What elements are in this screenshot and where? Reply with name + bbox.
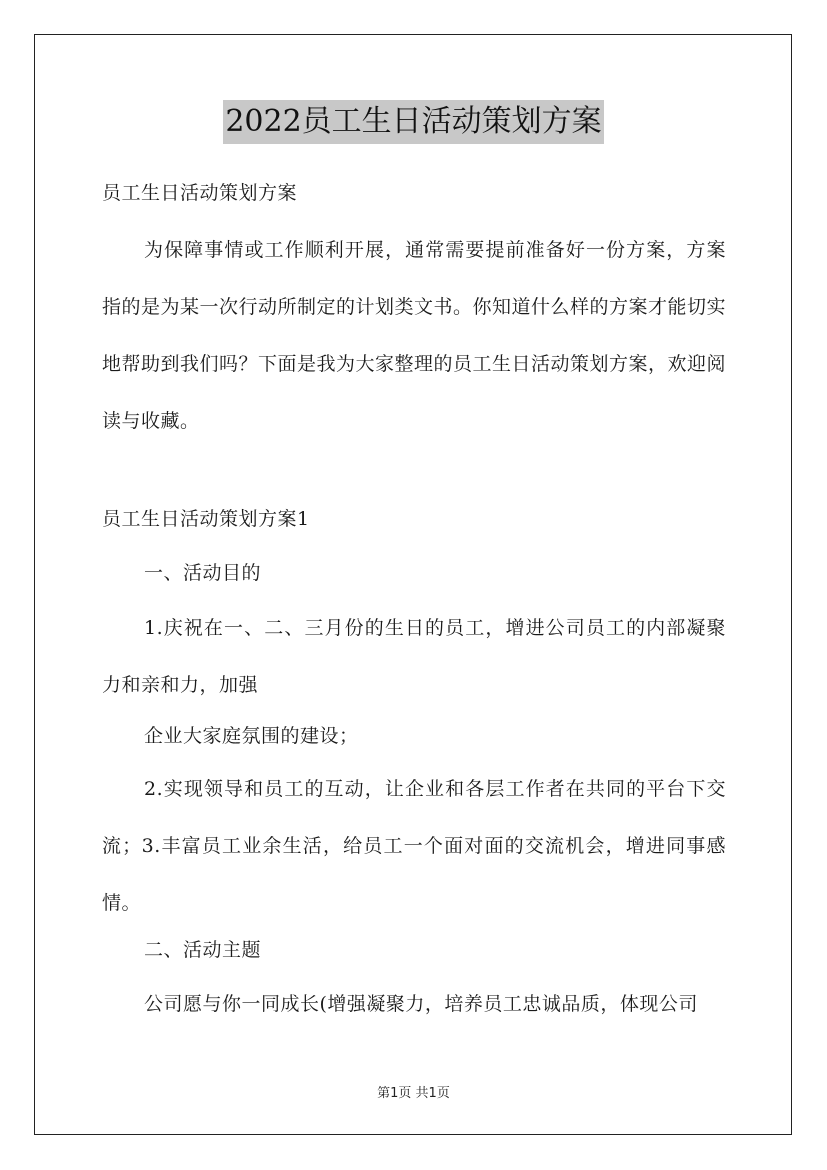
part-heading-purpose: 一、活动目的: [144, 562, 262, 584]
document-subtitle: 员工生日活动策划方案: [102, 182, 298, 204]
purpose-item-1-continued: 企业大家庭氛围的建设；: [144, 725, 359, 747]
purpose-items-2-3: 2.实现领导和员工的互动，让企业和各层工作者在共同的平台下交流；3.丰富员工业余生活，给员工一个面对面的交流机会，增进同事感情。: [102, 778, 726, 914]
intro-paragraph: 为保障事情或工作顺利开展，通常需要提前准备好一份方案，方案指的是为某一次行动所制定的计划类文书。你知道什么样的方案才能切实地帮助到我们吗？下面是我为大家整理的员工生日活动策划方案，欢迎阅读与收藏。: [102, 239, 727, 432]
purpose-item-1: 1.庆祝在一、二、三月份的生日的员工，增进公司员工的内部凝聚力和亲和力，加强: [102, 617, 726, 696]
section-heading: 员工生日活动策划方案1: [102, 508, 310, 530]
part-heading-theme: 二、活动主题: [144, 939, 262, 961]
theme-paragraph: 公司愿与你一同成长(增强凝聚力，培养员工忠诚品质，体现公司: [144, 993, 698, 1015]
page-footer: 第1页 共1页: [377, 1086, 450, 1101]
document-title: 2022员工生日活动策划方案: [223, 100, 603, 144]
title-container: [0, 100, 827, 144]
